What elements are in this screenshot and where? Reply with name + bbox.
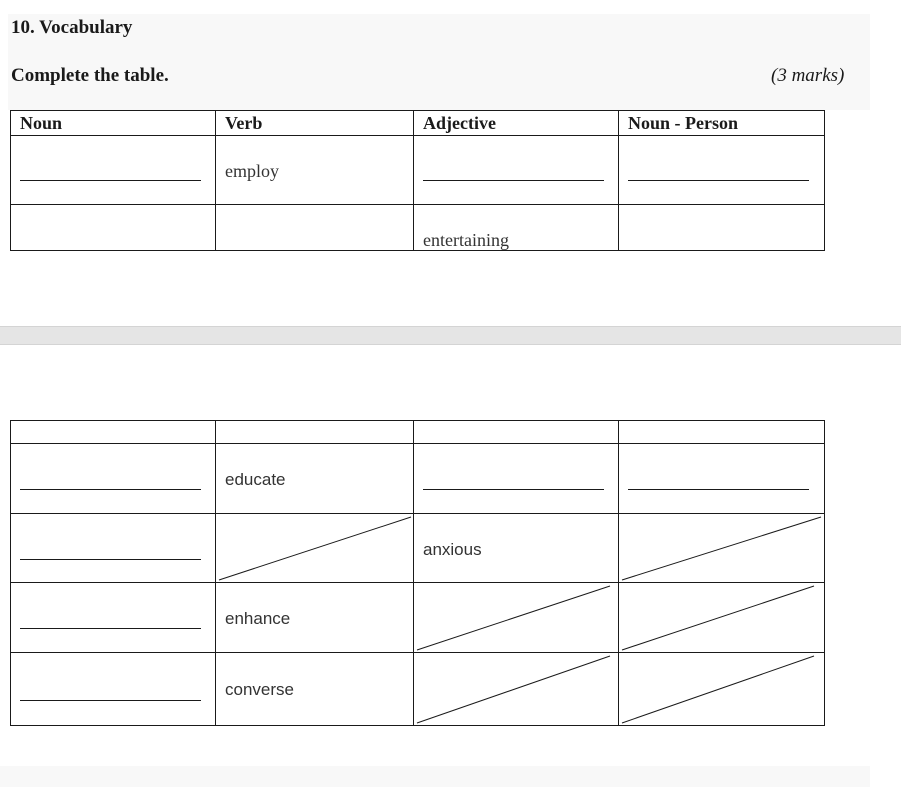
adjective-cell: [414, 583, 619, 653]
vocabulary-table-1: [10, 110, 825, 251]
header-cell: [216, 421, 414, 444]
verb-word: converse: [225, 680, 294, 699]
crossed-out-cell-line: [414, 583, 619, 653]
header-cell: [619, 421, 825, 444]
header-cell: [11, 421, 216, 444]
page-separator: [0, 326, 901, 345]
marks-label: (3 marks): [771, 65, 845, 86]
answer-blank[interactable]: [20, 489, 201, 490]
answer-blank[interactable]: [423, 489, 604, 490]
adjective-word: anxious: [423, 540, 482, 559]
table-row: [11, 583, 825, 653]
verb-word: educate: [225, 470, 286, 489]
crossed-out-cell-line: [619, 583, 825, 653]
verb-cell[interactable]: [216, 205, 414, 251]
noun-person-cell: [619, 583, 825, 653]
table-header-row: [11, 421, 825, 444]
noun-person-cell: [619, 653, 825, 726]
instruction-text: Complete the table.: [11, 65, 169, 86]
noun-cell[interactable]: [11, 583, 216, 653]
crossed-out-cell-line: [619, 653, 825, 726]
table-row: [11, 653, 825, 726]
noun-person-cell[interactable]: [619, 136, 825, 205]
table-row: [11, 444, 825, 514]
noun-cell[interactable]: [11, 136, 216, 205]
header-noun: Noun: [11, 111, 216, 136]
noun-cell[interactable]: [11, 444, 216, 514]
header-adjective: Adjective: [414, 111, 619, 136]
verb-word: employ: [225, 161, 279, 181]
answer-blank[interactable]: [20, 180, 201, 181]
adjective-cell: [414, 205, 619, 251]
vocabulary-table-2: [10, 420, 825, 726]
table-header-row: [11, 111, 825, 136]
adjective-cell[interactable]: [414, 136, 619, 205]
verb-cell: [216, 583, 414, 653]
footer-band: [0, 766, 870, 787]
table-row: [11, 136, 825, 205]
noun-person-cell[interactable]: [619, 444, 825, 514]
noun-cell[interactable]: [11, 653, 216, 726]
header-cell: [414, 421, 619, 444]
crossed-out-cell-line: [619, 514, 825, 583]
noun-cell[interactable]: [11, 205, 216, 251]
adjective-cell[interactable]: [414, 444, 619, 514]
answer-blank[interactable]: [628, 489, 809, 490]
table-row: [11, 205, 825, 251]
answer-blank[interactable]: [20, 628, 201, 629]
answer-blank[interactable]: [423, 180, 604, 181]
adjective-word: entertaining: [423, 230, 509, 250]
answer-blank[interactable]: [20, 559, 201, 560]
verb-cell: [216, 136, 414, 205]
answer-blank[interactable]: [20, 700, 201, 701]
header-noun-person: Noun - Person: [619, 111, 825, 136]
verb-word: enhance: [225, 609, 291, 628]
verb-cell: [216, 653, 414, 726]
noun-cell[interactable]: [11, 514, 216, 583]
crossed-out-cell-line: [414, 653, 619, 726]
adjective-cell: [414, 514, 619, 583]
noun-person-cell: [619, 514, 825, 583]
header-verb: Verb: [216, 111, 414, 136]
verb-cell: [216, 444, 414, 514]
adjective-cell: [414, 653, 619, 726]
answer-blank[interactable]: [628, 180, 809, 181]
table-row: [11, 514, 825, 583]
crossed-out-cell-line: [216, 514, 414, 583]
header-band: [8, 14, 870, 110]
section-title: 10. Vocabulary: [11, 17, 133, 38]
verb-cell: [216, 514, 414, 583]
noun-person-cell[interactable]: [619, 205, 825, 251]
